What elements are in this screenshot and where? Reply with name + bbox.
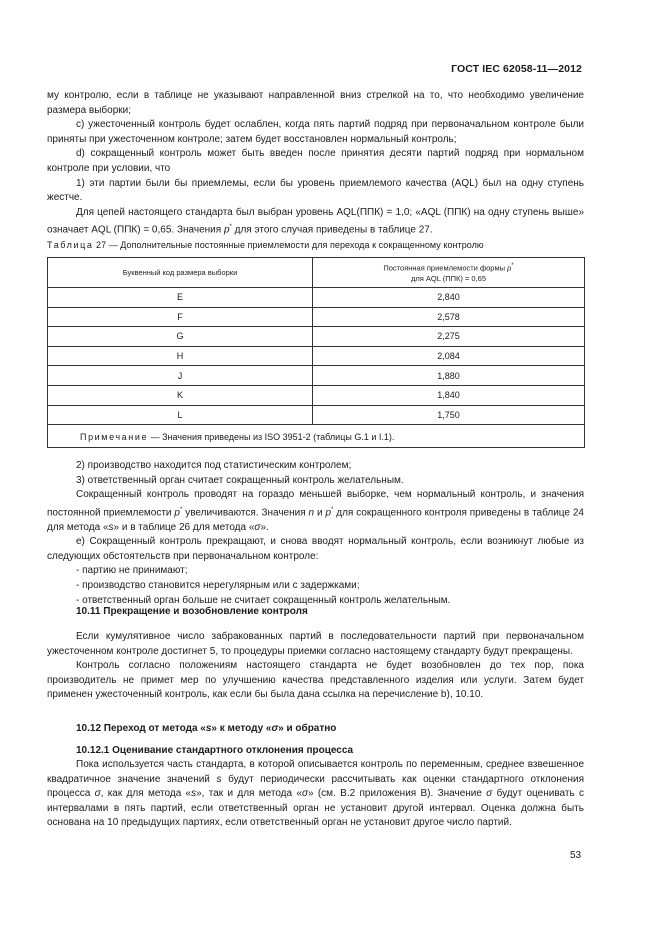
cell-code: G: [48, 327, 313, 347]
cell-code: L: [48, 405, 313, 425]
header-text: для AQL (ППК) = 0,65: [411, 273, 486, 283]
superscript: *: [229, 224, 232, 231]
text-run: , как для метода «: [100, 788, 192, 800]
symbol: σ: [486, 788, 493, 800]
table-caption: [47, 240, 484, 250]
caption-label: Таблица: [47, 240, 94, 250]
intro-block: [47, 89, 584, 238]
caption-text: 27 — Дополнительные постоянные приемлемости для перехода к сокращенному контролю: [93, 240, 484, 250]
paragraph: e) Сокращенный контроль прекращают, и снова вводят нормальный контроль, если возникнут любые из следующих обстоятельств при первоначальном контроле:: [47, 536, 584, 562]
superscript: *: [179, 506, 183, 513]
cell-value: 1,750: [313, 405, 585, 425]
cell-value: 1,840: [313, 385, 585, 405]
paragraph: 2) производство находится под статистическим контролем;: [76, 460, 352, 471]
symbol: s: [205, 723, 212, 734]
symbol: σ: [301, 788, 308, 800]
text-run: будут периодически рассчитывать как оценки стандартного отклонения процесса: [47, 773, 584, 800]
header-text: Постоянная приемлемости формы: [383, 263, 508, 273]
text-run: для этого случая приведены в таблице 27.: [231, 224, 433, 236]
text-run: Сокращенный контроль проводят на гораздо меньшей выборке, чем нормальный контроль, и значения постоянной приемлемости: [47, 489, 584, 519]
table-row: [48, 405, 585, 425]
text-run: для сокращенного контроля приведены в таблице 24 для метода «: [47, 507, 584, 533]
col-header-code: Буквенный код размера выборки: [48, 258, 313, 288]
heading-text: » к методу «: [211, 723, 272, 734]
cell-code: H: [48, 346, 313, 366]
paragraph: Контроль согласно положениям настоящего стандарта не будет возобновлен до тех пор, пока производитель не примет мер по улучшению качества представленного изделия или услуги. Затем будет применен ужесточенный контроль, как если бы была дана ссылка на перечисление b), 10.10.: [47, 660, 584, 701]
paragraph: [47, 758, 584, 831]
cell-code: J: [48, 366, 313, 386]
cell-code: K: [48, 385, 313, 405]
symbol: σ: [254, 521, 261, 533]
paragraph: 1) эти партии были бы приемлемы, если бы уровень приемлемого качества (AQL) был на одну ступень жестче.: [47, 177, 584, 204]
table-row: [48, 366, 585, 386]
text-run: ».: [260, 521, 269, 533]
table-row: [48, 385, 585, 405]
note-label: Примечание: [80, 432, 149, 442]
cell-value: 2,578: [313, 307, 585, 327]
heading-text: 10.12 Переход от метода «: [76, 723, 206, 734]
list-item: - партию не принимают;: [76, 565, 188, 577]
paragraph: c) ужесточенный контроль будет ослаблен, когда пять партий подряд при первоначальном контроле были приняты при ужесточенном контроле; затем будет восстановлен нормальный контроль;: [47, 119, 584, 145]
text-run: Пока используется часть стандарта, в которой описывается контроль по переменным, среднее взвешенное квадратичное значение значений: [47, 759, 584, 785]
symbol: σ: [271, 723, 279, 734]
cell-value: 2,840: [313, 288, 585, 308]
text-run: будут оценивать с интервалами в пять партий, если ответственный орган не установит другой интервал. Оценка должна быть основана на 10 предыдущих партиях, если ответственный орган не установит другое число партий.: [47, 788, 584, 829]
symbol: s: [191, 788, 197, 800]
table-header-row: [48, 258, 585, 288]
symbol: s: [108, 521, 114, 533]
list-item: - производство становится нерегулярным или с задержками;: [76, 580, 360, 592]
text-run: » и в таблице 26 для метода «: [113, 521, 255, 533]
cell-value: 1,880: [313, 366, 585, 386]
subsection-heading-10-12-1: 10.12.1 Оценивание стандартного отклонения процесса: [76, 745, 354, 756]
section-10-11-body: [47, 630, 584, 703]
table-row: [48, 327, 585, 347]
cell-value: 2,275: [313, 327, 585, 347]
text-run: и: [314, 507, 326, 519]
standard-header: ГОСТ IEC 62058-11—2012: [451, 63, 582, 75]
symbol: n: [308, 507, 315, 519]
table-note: [80, 432, 394, 442]
symbol: p: [174, 507, 180, 519]
paragraph: Если кумулятивное число забракованных партий в последовательности партий при первоначальном ужесточенном контроле достигнет 5, то процедуры приемки согласно настоящему стандарту будут прекращены.: [47, 631, 584, 657]
col-header-constant: [313, 258, 585, 288]
section-heading-10-12: [76, 723, 336, 734]
table-row: [48, 307, 585, 327]
paragraph: [47, 488, 584, 535]
symbol: p: [325, 507, 332, 519]
table-row: [48, 346, 585, 366]
text-run: », так и для метода «: [196, 788, 302, 800]
cell-value: 2,084: [313, 346, 585, 366]
after-table-block: [47, 459, 584, 608]
section-10-12-body: [47, 758, 584, 831]
text-run: увеличиваются. Значения: [182, 507, 309, 519]
symbol: s: [216, 773, 222, 785]
section-heading-10-11: 10.11 Прекращение и возобновление контроля: [76, 606, 308, 617]
page-number: 53: [570, 850, 582, 861]
list-item: - ответственный орган больше не считает сокращенный контроль желательным.: [76, 594, 451, 606]
table-27: [47, 257, 585, 448]
symbol: p: [507, 263, 512, 273]
text-run: Для цепей настоящего стандарта был выбран уровень AQL(ППК) = 1,0; «AQL (ППК) на одну ступень выше» означает AQL (ППК) = 0,65. Значения: [47, 206, 584, 236]
cell-code: E: [48, 288, 313, 308]
symbol: p: [223, 224, 230, 236]
heading-text: » и обратно: [278, 723, 337, 734]
symbol: σ: [94, 788, 101, 800]
text-run: » (см. В.2 приложения В). Значение: [307, 788, 487, 800]
superscript: *: [511, 263, 514, 270]
paragraph: 3) ответственный орган считает сокращенный контроль желательным.: [76, 474, 404, 486]
cell-code: F: [48, 307, 313, 327]
paragraph: му контролю, если в таблице не указывают направленной вниз стрелкой на то, что необходимо увеличение размера выборки;: [47, 90, 584, 116]
table-row: [48, 288, 585, 308]
paragraph: d) сокращенный контроль может быть введен после принятия десяти партий подряд при нормальном контроле при условии, что: [47, 148, 584, 174]
superscript: *: [331, 506, 334, 513]
paragraph: [47, 206, 584, 239]
note-text: — Значения приведены из ISO 3951-2 (таблицы G.1 и I.1).: [148, 432, 395, 442]
